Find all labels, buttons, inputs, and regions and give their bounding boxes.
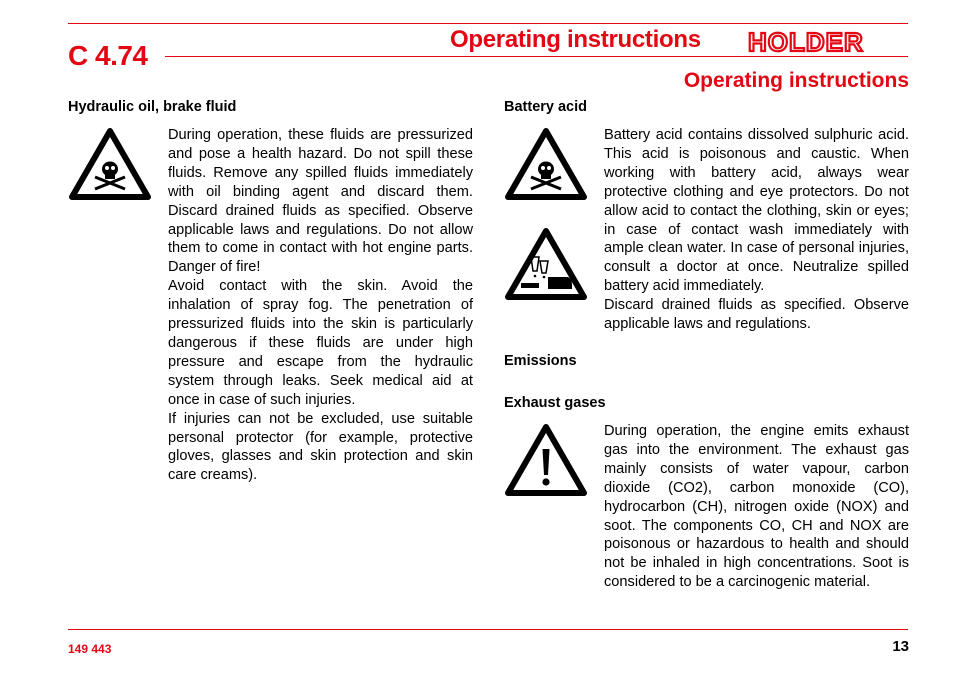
header-top-rule (68, 23, 908, 24)
exclamation-warning-icon (504, 423, 588, 497)
logo-text: HOLDER (748, 30, 864, 54)
skull-crossbones-warning-icon (68, 127, 152, 201)
section-code: C 4.74 (68, 40, 148, 71)
emissions-heading: Emissions (504, 353, 577, 369)
hydraulic-paragraph-1: During operation, these fluids are pressurized and pose a health hazard. Do not spill these fluids. Remove any spilled fluids immediately with oil binding agent and discard them. Discard drained fluids as specified. Observe applicable laws and regulations. Do not allow them to come in contact with hot engine parts. Danger of fire! (168, 127, 473, 276)
hydraulic-paragraph-3: If injuries can not be excluded, use suitable personal protector (for example, protective gloves, glasses and skin protection and skin care creams). (168, 410, 473, 484)
corrosive-warning-icon (504, 227, 588, 301)
battery-acid-text (604, 126, 909, 334)
battery-paragraph-1: Battery acid contains dissolved sulphuric acid. This acid is poisonous and caustic. When working with battery acid, always wear protective clothing and eye protectors. Do not allow acid to contact the clothing, skin or eyes; in case of contact wash immediately with ample clean water. In case of personal injuries, consult a doctor at once. Neutralize spilled battery acid immediately. (604, 127, 909, 295)
footer-rule (68, 629, 908, 630)
document-number: 149 443 (68, 642, 112, 656)
holder-logo (748, 30, 902, 54)
page-number: 13 (892, 638, 909, 655)
page-subtitle: Operating instructions (683, 69, 909, 92)
hydraulic-paragraph-2: Avoid contact with the skin. Avoid the inhalation of spray fog. The penetration of pressurized fluids into the skin is particularly dangerous if these fluids are under high pressure and escape from the hydraulic system through leaks. Seek medical aid at once in case of such injuries. (168, 278, 473, 408)
header-title: Operating instructions (450, 26, 701, 53)
hydraulic-text (168, 126, 473, 485)
header-mid-rule (165, 56, 908, 57)
battery-paragraph-2: Discard drained fluids as specified. Observe applicable laws and regulations. (604, 297, 909, 333)
skull-crossbones-warning-icon (504, 127, 588, 201)
battery-acid-heading: Battery acid (504, 99, 588, 115)
exhaust-gases-text (604, 422, 909, 592)
exhaust-paragraph-1: During operation, the engine emits exhaust gas into the environment. The exhaust gas mainly consists of water vapour, carbon dioxide (CO2), carbon monoxide (CO), hydrocarbon (CH), nitrogen oxide (NOX) and soot. The components CO, CH and NOX are poisonous or hazardous to health and should not be inhaled in high concentrations. Soot is considered to be a carcinogenic material. (604, 423, 909, 591)
hydraulic-heading: Hydraulic oil, brake fluid (68, 99, 237, 115)
exhaust-gases-heading: Exhaust gases (504, 395, 606, 411)
